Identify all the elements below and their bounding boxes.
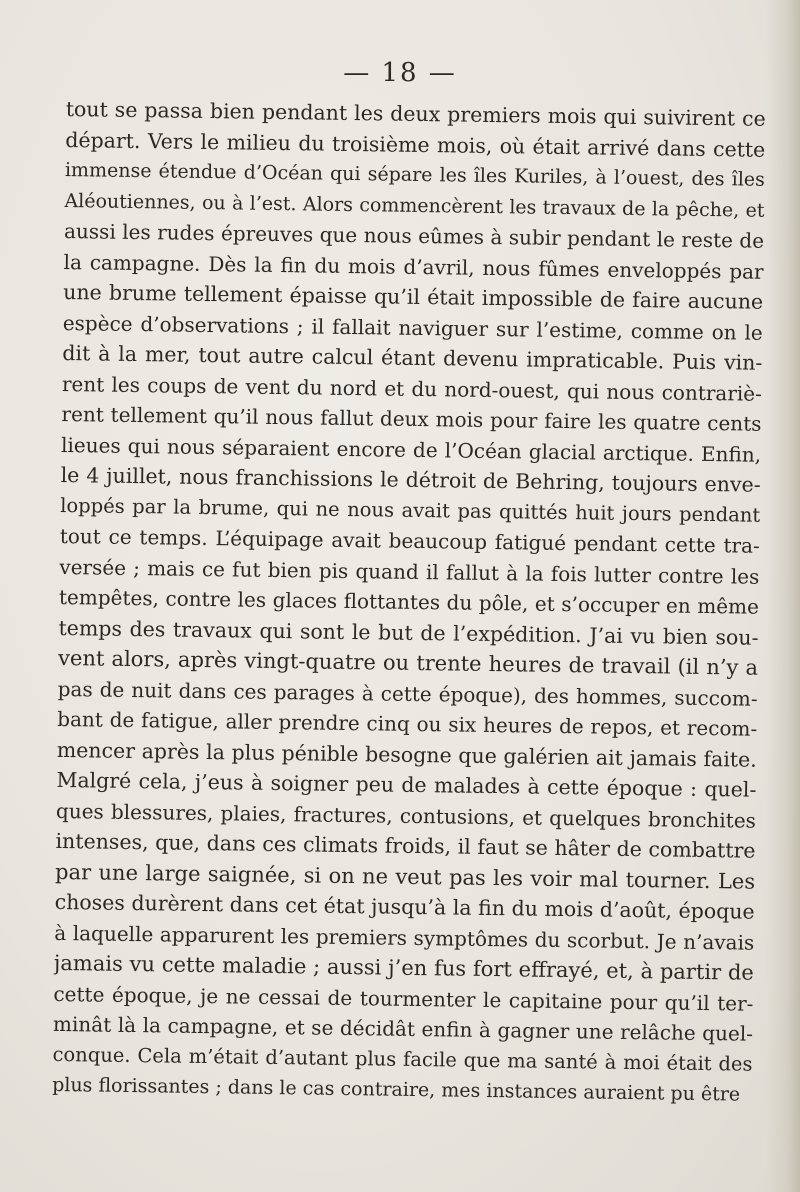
text-line: aussi les rudes épreuves que nous eûmes à subir pendant le reste de bbox=[63, 218, 765, 253]
text-line: la campagne. Dès la fin du mois d’avril, nous fûmes enveloppés par bbox=[63, 249, 764, 284]
page-number: — 18 — bbox=[343, 58, 457, 88]
page-edge-shadow bbox=[766, 0, 800, 1192]
body-text bbox=[52, 94, 766, 1110]
text-line: rent les coups de vent du nord et du nord-ouest, qui nous contrariè- bbox=[61, 371, 763, 406]
text-line: versée ; mais ce fut bien pis quand il fallut à la fois lutter contre les bbox=[59, 554, 760, 589]
text-line: tempêtes, contre les glaces flottantes du pôle, et s’occuper en même bbox=[58, 584, 760, 619]
text-line: loppés par la brume, qui ne nous avait pas quittés huit jours pendant bbox=[60, 493, 761, 527]
text-line: rent tellement qu’il nous fallut deux mois pour faire les quatre cents bbox=[61, 401, 762, 436]
text-line: plus florissantes ; dans le cas contraire, mes instances auraient pu être bbox=[52, 1073, 741, 1106]
text-line: dit à la mer, tout autre calcul étant devenu impraticable. Puis vin- bbox=[62, 340, 763, 375]
text-line: pas de nuit dans ces parages à cette époque), des hommes, succom- bbox=[57, 676, 758, 711]
text-line: par une large saignée, si on ne veut pas les voir mal tourner. Les bbox=[54, 859, 756, 894]
text-line: tout se passa bien pendant les deux premiers mois qui suivirent ce bbox=[65, 96, 766, 131]
text-line: tout ce temps. L’équipage avait beaucoup fatigué pendant cette tra- bbox=[59, 523, 760, 558]
text-line: lieues qui nous séparaient encore de l’Océan glacial arctique. Enfin, bbox=[60, 432, 762, 467]
text-line: vent alors, après vingt-quatre ou trente heures de travail (il n’y a bbox=[57, 645, 759, 680]
text-line: Aléoutiennes, ou à l’est. Alors commencèrent les travaux de la pêche, et bbox=[64, 189, 765, 222]
text-line: bant de fatigue, aller prendre cinq ou six heures de repos, et recom- bbox=[57, 706, 758, 741]
text-line: temps des travaux qui sont le but de l’expédition. J’ai vu bien sou- bbox=[58, 615, 759, 650]
text-line: choses durèrent dans cet état jusqu’à la fin du mois d’août, époque bbox=[54, 889, 755, 924]
text-line: une brume tellement épaisse qu’il était impossible de faire aucune bbox=[63, 279, 764, 314]
text-line: à laquelle apparurent les premiers symptômes du scorbut. Je n’avais bbox=[54, 920, 755, 955]
text-line: intenses, que, dans ces climats froids, il faut se hâter de combattre bbox=[55, 828, 756, 863]
text-line: Malgré cela, j’eus à soigner peu de malades à cette époque : quel- bbox=[56, 767, 757, 802]
text-line: conque. Cela m’était d’autant plus facile que ma santé à moi était des bbox=[52, 1042, 753, 1076]
text-line: immense étendue d’Océan qui sépare les îles Kuriles, à l’ouest, des îles bbox=[64, 158, 766, 191]
text-line: mencer après la plus pénible besogne que galérien ait jamais faite. bbox=[56, 737, 757, 772]
text-line: le 4 juillet, nous franchissions le détroit de Behring, toujours enve- bbox=[60, 462, 761, 497]
text-line: minât là la campagne, et se décidât enfin à gagner une relâche quel- bbox=[52, 1011, 754, 1046]
text-line: cette époque, je ne cessai de tourmenter le capitaine pour qu’il ter- bbox=[53, 981, 754, 1016]
text-line: jamais vu cette maladie ; aussi j’en fus fort effrayé, et, à partir de bbox=[53, 950, 754, 985]
text-line: ques blessures, plaies, fractures, contusions, et quelques bronchites bbox=[55, 798, 757, 833]
text-line: espèce d’observations ; il fallait naviguer sur l’estime, comme on le bbox=[62, 310, 763, 345]
text-line: départ. Vers le milieu du troisième mois, où était arrivé dans cette bbox=[65, 127, 766, 162]
